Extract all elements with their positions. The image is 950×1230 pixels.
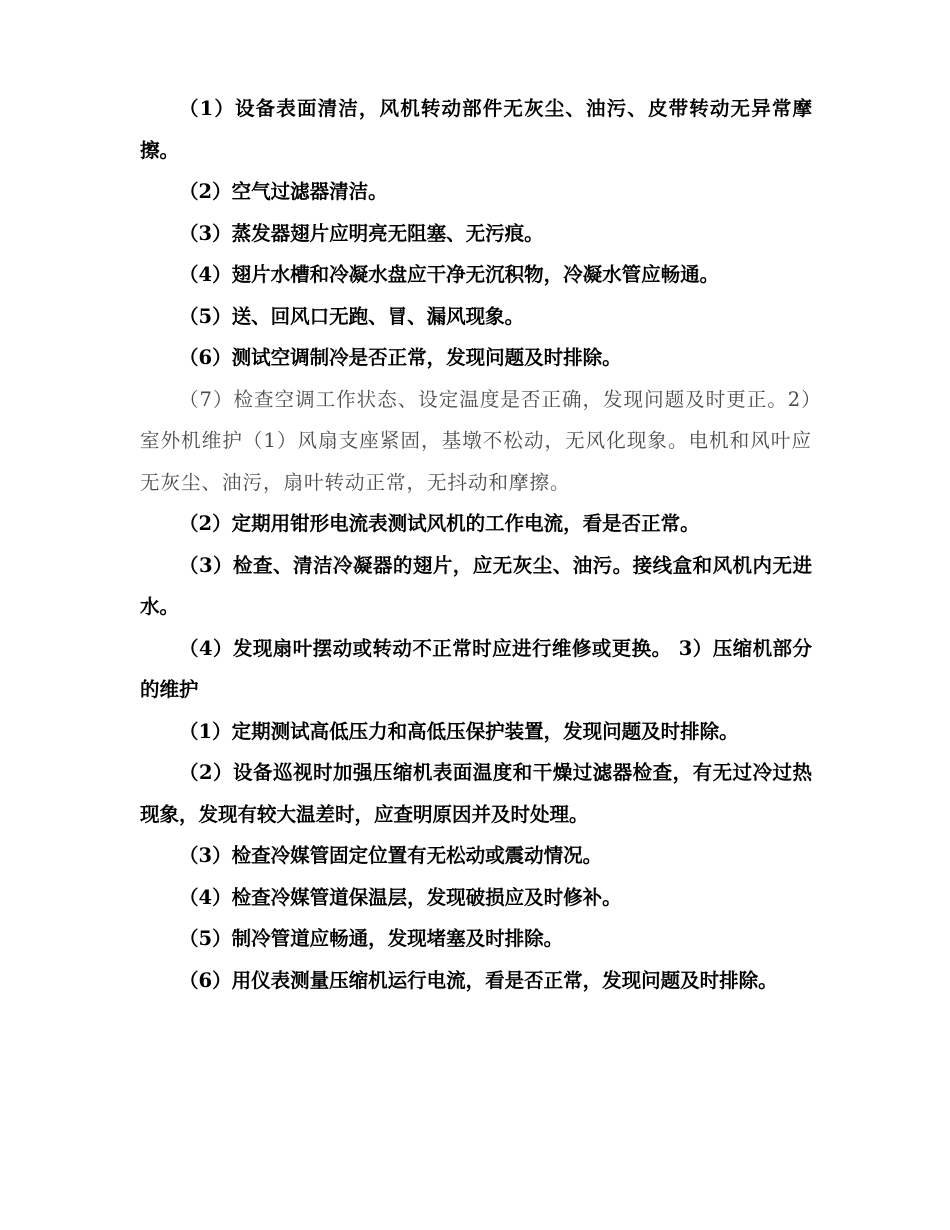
paragraph-indoor-7-outdoor-1: （7）检查空调工作状态、设定温度是否正确，发现问题及时更正。2）室外机维护（1）风扇支座紧固，基墩不松动，无风化现象。电机和风叶应无灰尘、油污，扇叶转动正常，无抖动和摩擦。 <box>140 387 812 494</box>
paragraph-indoor-1: （1）设备表面清洁，风机转动部件无灰尘、油污、皮带转动无异常摩擦。 <box>140 97 812 162</box>
paragraph-indoor-3: （3）蒸发器翅片应明亮无阻塞、无污痕。 <box>179 221 544 245</box>
paragraph-indoor-4: （4）翅片水槽和冷凝水盘应干净无沉积物，冷凝水管应畅通。 <box>179 263 720 286</box>
paragraph-compressor-3: （3）检查冷媒管固定位置有无松动或震动情况。 <box>179 844 603 867</box>
paragraph-indoor-2: （2）空气过滤器清洁。 <box>179 180 388 203</box>
paragraph-compressor-4: （4）检查冷媒管道保温层，发现破损应及时修补。 <box>179 885 622 909</box>
paragraph-compressor-2: （2）设备巡视时加强压缩机表面温度和干燥过滤器检查，有无过冷过热现象，发现有较大温差时，应查明原因并及时处理。 <box>140 761 812 826</box>
paragraph-compressor-6: （6）用仪表测量压缩机运行电流，看是否正常，发现问题及时排除。 <box>179 968 778 992</box>
paragraph-outdoor-3: （3）检查、清洁冷凝器的翅片，应无灰尘、油污。接线盒和风机内无进水。 <box>140 553 812 618</box>
paragraph-indoor-6: （6）测试空调制冷是否正常，发现问题及时排除。 <box>179 346 622 369</box>
paragraph-indoor-5: （5）送、回风口无跑、冒、漏风现象。 <box>179 304 525 328</box>
paragraph-compressor-1: （1）定期测试高低压力和高低压保护装置，发现问题及时排除。 <box>179 719 739 743</box>
paragraph-compressor-5: （5）制冷管道应畅通，发现堵塞及时排除。 <box>179 927 564 950</box>
paragraph-outdoor-4: （4）发现扇叶摆动或转动不正常时应进行维修或更换。 3）压缩机部分的维护 <box>140 636 812 701</box>
paragraph-outdoor-2: （2）定期用钳形电流表测试风机的工作电流，看是否正常。 <box>179 512 700 535</box>
document-body <box>140 88 812 1001</box>
